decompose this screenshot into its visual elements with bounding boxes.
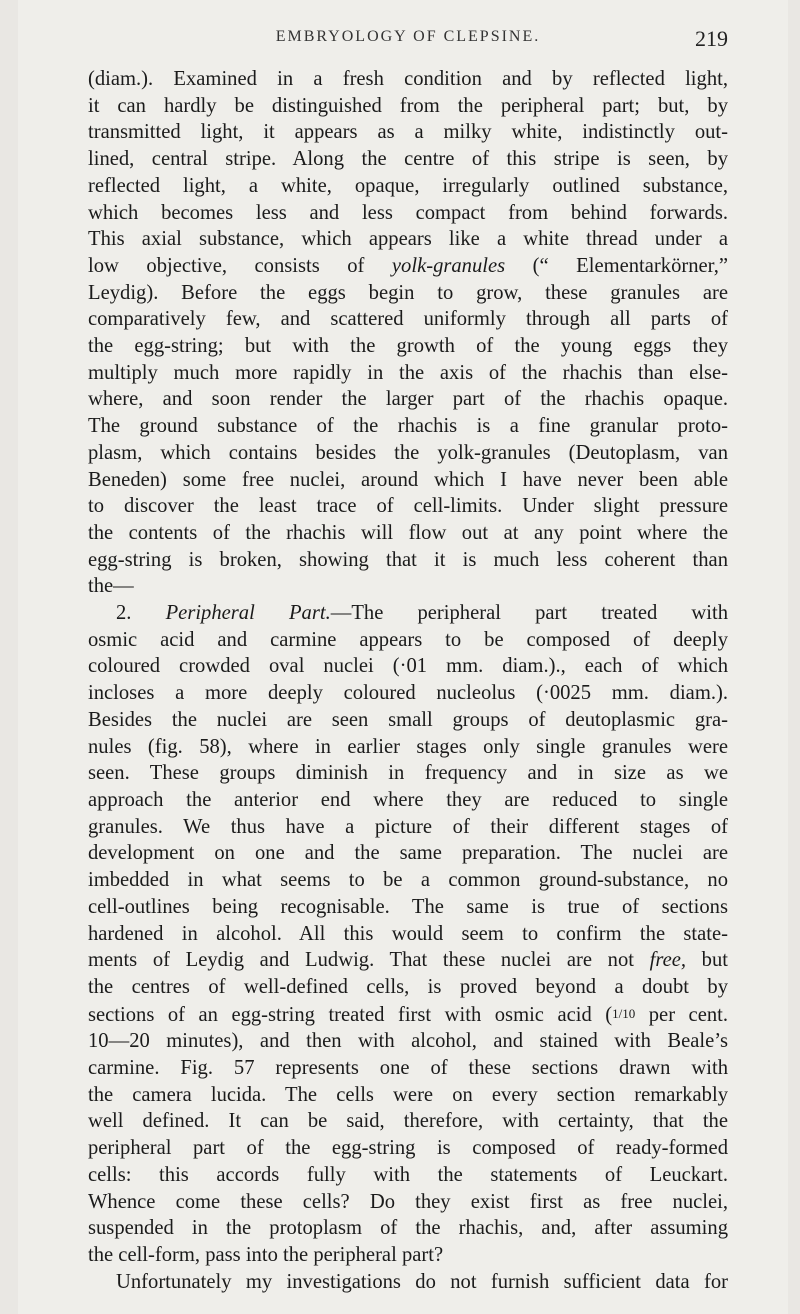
text-line: carmine. Fig. 57 represents one of these sections drawn with — [88, 1057, 728, 1080]
text-line: The ground substance of the rhachis is a fine granular proto- — [88, 415, 728, 438]
text-line: coloured crowded oval nuclei (·01 mm. diam.)., each of which — [88, 655, 728, 678]
text-line: seen. These groups diminish in frequency and in size as we — [88, 762, 728, 785]
text-span: (“ Elementarkörner,” — [505, 254, 728, 277]
text-line — [88, 947, 728, 974]
text-line: Whence come these cells? Do they exist first as free nuclei, — [88, 1190, 728, 1213]
body-text — [88, 66, 728, 1295]
text-line: to discover the least trace of cell-limits. Under slight pressure — [88, 495, 728, 518]
fraction: 1/10 — [612, 1005, 636, 1021]
text-line: comparatively few, and scattered uniformly through all parts of — [88, 308, 728, 331]
text-line: imbedded in what seems to be a common ground-substance, no — [88, 869, 728, 892]
text-span: per cent. — [635, 1003, 728, 1026]
book-page — [18, 0, 788, 1314]
section-number: 2. — [116, 602, 166, 625]
text-line: reflected light, a white, opaque, irregularly outlined substance, — [88, 174, 728, 197]
text-line: lined, central stripe. Along the centre of this stripe is seen, by — [88, 148, 728, 171]
text-line: which becomes less and less compact from behind forwards. — [88, 201, 728, 224]
italic-term: yolk-granules — [391, 254, 506, 277]
text-line: the— — [88, 575, 134, 598]
text-line: it can hardly be distinguished from the peripheral part; but, by — [88, 94, 728, 117]
text-span: but — [686, 949, 729, 972]
text-line: Unfortunately my investigations do not furnish sufficient data for — [116, 1270, 728, 1293]
text-span: ments of Leydig and Ludwig. That these nuclei are not — [88, 949, 650, 972]
text-line — [88, 600, 728, 627]
text-line: where, and soon render the larger part of the rhachis opaque. — [88, 388, 728, 411]
text-line: transmitted light, it appears as a milky white, indistinctly out- — [88, 121, 728, 144]
text-line: plasm, which contains besides the yolk-granules (Deutoplasm, van — [88, 441, 728, 464]
text-line: the centres of well-defined cells, is proved beyond a doubt by — [88, 975, 728, 998]
text-line: multiply much more rapidly in the axis of the rhachis than else- — [88, 361, 728, 384]
text-line: hardened in alcohol. All this would seem to confirm the state- — [88, 922, 728, 945]
text-line: 10—20 minutes), and then with alcohol, and stained with Beale’s — [88, 1030, 728, 1053]
section-heading: Peripheral Part. — [165, 602, 331, 625]
text-span: sections of an egg-string treated first with osmic acid ( — [88, 1003, 613, 1026]
text-line: the contents of the rhachis will flow out at any point where the — [88, 521, 728, 544]
text-line: Beneden) some free nuclei, around which I have never been able — [88, 468, 728, 491]
text-line: Besides the nuclei are seen small groups of deutoplasmic gra- — [88, 708, 728, 731]
text-span: —The peripheral part treated with — [330, 602, 729, 625]
italic-term: free, — [649, 949, 687, 972]
page-number: 219 — [695, 26, 728, 51]
text-line: the cell-form, pass into the peripheral part? — [88, 1243, 444, 1266]
page-header — [88, 26, 728, 56]
text-line: Leydig). Before the eggs begin to grow, these granules are — [88, 281, 728, 304]
text-line: the camera lucida. The cells were on every section remarkably — [88, 1083, 728, 1106]
text-line: (diam.). Examined in a fresh condition and by reflected light, — [88, 68, 728, 90]
text-line: development on one and the same preparation. The nuclei are — [88, 842, 728, 865]
running-title: EMBRYOLOGY OF CLEPSINE. — [275, 28, 541, 45]
text-line: the egg-string; but with the growth of the young eggs they — [88, 335, 728, 358]
text-line: well defined. It can be said, therefore, with certainty, that the — [88, 1110, 728, 1133]
text-line: incloses a more deeply coloured nucleolus (·0025 mm. diam.). — [88, 682, 728, 705]
text-span: low objective, consists of — [88, 254, 392, 277]
text-line: osmic acid and carmine appears to be composed of deeply — [88, 628, 728, 651]
text-line: suspended in the protoplasm of the rhachis, and, after assuming — [88, 1217, 728, 1240]
text-line: egg-string is broken, showing that it is much less coherent than — [88, 548, 728, 571]
text-line: granules. We thus have a picture of their different stages of — [88, 815, 728, 838]
text-line: This axial substance, which appears like a white thread under a — [88, 228, 728, 251]
text-line — [88, 1001, 728, 1029]
text-line: approach the anterior end where they are reduced to single — [88, 788, 728, 811]
text-line: cell-outlines being recognisable. The same is true of sections — [88, 895, 728, 918]
text-line: peripheral part of the egg-string is composed of ready-formed — [88, 1137, 728, 1160]
text-line — [88, 253, 728, 280]
text-line: nules (fig. 58), where in earlier stages only single granules were — [88, 735, 728, 758]
text-line: cells: this accords fully with the statements of Leuckart. — [88, 1163, 728, 1186]
